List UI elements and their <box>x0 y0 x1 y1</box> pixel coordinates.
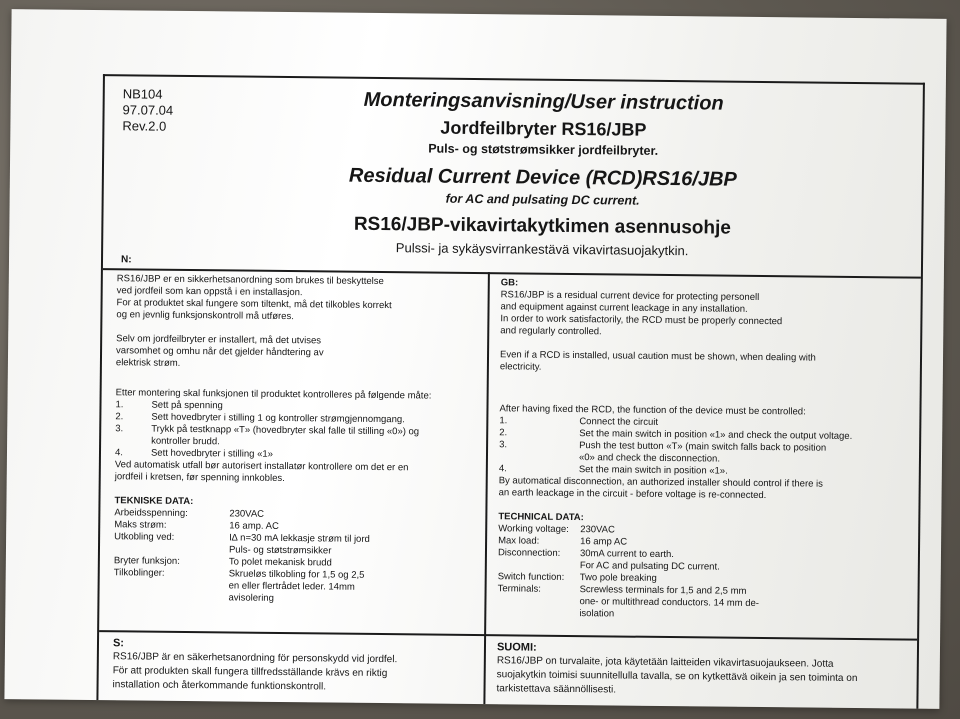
spec-value: 230VAC <box>229 508 265 520</box>
tech-data-title: TEKNISKE DATA: <box>114 495 194 508</box>
norwegian-section-label: N: <box>120 254 132 266</box>
step-number: 3. <box>499 439 508 451</box>
text-line: Even if a RCD is installed, usual caution must be shown, when dealing with <box>499 349 816 364</box>
finnish-section-label: SUOMI: <box>496 641 537 654</box>
spec-value: 16 amp. AC <box>229 520 279 532</box>
spec-key: Bryter funksjon: <box>113 555 180 567</box>
spec-value: Screwless terminals for 1,5 and 2,5 mm <box>579 584 747 597</box>
step-number: 1. <box>499 415 508 427</box>
finnish-section <box>496 640 907 700</box>
text-line: og en jevnlig funksjonskontroll må utføres. <box>116 309 294 323</box>
step-number: 4. <box>498 463 507 475</box>
spec-key: Working voltage: <box>498 523 569 535</box>
text-line: an earth leackage in the circuit - before voltage is re-connected. <box>498 487 767 502</box>
tech-data-title: TECHNICAL DATA: <box>498 511 584 524</box>
tech-data-table <box>113 507 479 607</box>
text-line: electricity. <box>499 361 542 373</box>
text-line: ved jordfeil som kan oppstå i en installasjon. <box>116 285 303 299</box>
spec-value: Puls- og støtstrømsikker <box>228 544 332 557</box>
english-subtitle: for AC and pulsating DC current. <box>445 191 640 208</box>
spec-value: To polet mekanisk brudd <box>228 556 332 569</box>
english-title: Residual Current Device (RCD)RS16/JBP <box>348 164 737 191</box>
tech-data-table <box>497 523 908 623</box>
step-text: Connect the circuit <box>579 416 659 428</box>
text-line: In order to work satisfactorily, the RCD must be properly connected <box>500 313 783 328</box>
spec-key <box>498 559 580 572</box>
text-line: tarkistettava säännöllisesti. <box>496 683 617 696</box>
text-line: and equipment against current leackage in any installation. <box>500 301 748 315</box>
spec-value: 16 amp AC <box>580 536 628 548</box>
spec-key: Switch function: <box>497 571 565 583</box>
step-number: 1. <box>115 399 124 411</box>
text-line: suojakytkin toimisi suunnitellulla tavalla, se on kytkettävä oikein ja sen toiminta on <box>496 669 858 685</box>
instruction-sheet <box>4 9 946 709</box>
step-text: Push the test button «T» (main switch falls back to position <box>579 440 827 454</box>
spec-value: Two pole breaking <box>579 572 657 584</box>
text-line: RS16/JBP on turvalaite, jota käytetään laitteiden vikavirtasuojaukseen. Jotta <box>496 655 834 670</box>
spec-key: Maks strøm: <box>114 519 167 531</box>
spec-value: For AC and pulsating DC current. <box>579 560 720 573</box>
spec-value: avisolering <box>228 592 274 604</box>
spec-value: one- or multithread conductors. 14 mm de- <box>579 596 760 609</box>
spec-key: Arbeidsspenning: <box>114 507 188 519</box>
finnish-title: RS16/JBP-vikavirtakytkimen asennusohje <box>353 213 731 239</box>
spec-key: Terminals: <box>497 583 541 595</box>
spec-value: I∆ n=30 mA lekkasje strøm til jord <box>229 532 370 545</box>
text-line: jordfeil i kretsen, før spenning innkobles. <box>114 471 285 485</box>
spec-key <box>497 595 579 608</box>
spec-key <box>497 607 579 620</box>
doc-code: NB104 <box>122 86 163 102</box>
column-divider <box>483 272 490 709</box>
step-text: Set the main switch in position «1». <box>578 464 728 477</box>
step-text: «0» and check the disconnection. <box>578 452 721 465</box>
spec-value: isolation <box>579 608 615 620</box>
spec-value: en eller flertrådet leder. 14mm <box>228 580 355 593</box>
text-line: By automatical disconnection, an authorized installer should control if there is <box>498 475 824 490</box>
text-line: Ved automatisk utfall bør autorisert installatør kontrollere om det er en <box>114 459 409 474</box>
spec-key: Disconnection: <box>497 547 561 559</box>
english-section-label: GB: <box>500 277 519 289</box>
steps-intro: After having fixed the RCD, the function of the device must be controlled: <box>499 403 806 418</box>
text-line: RS16/JBP is a residual current device for protecting personell <box>500 289 760 303</box>
document-meta <box>122 86 173 135</box>
steps-list <box>499 415 910 479</box>
text-line: För att produkten skall fungera tillfredsställande krävs en riktig <box>112 665 388 680</box>
step-text: Sett hovedbryter i stilling 1 og kontroller strømgjennomgang. <box>151 411 405 426</box>
steps-list <box>115 399 481 463</box>
norwegian-column <box>113 273 481 607</box>
text-line: RS16/JBP er en sikkerhetsanordning som brukes til beskyttelse <box>116 273 384 288</box>
spec-value: Skrueløs tilkobling for 1,5 og 2,5 <box>228 568 365 581</box>
step-text: kontroller brudd. <box>151 435 220 448</box>
spec-key: Utkobling ved: <box>114 531 175 543</box>
page-title: Monteringsanvisning/User instruction <box>363 88 724 115</box>
step-text: Set the main switch in position «1» and check the output voltage. <box>579 428 853 442</box>
english-column <box>497 277 911 623</box>
step-number: 2. <box>499 427 508 439</box>
step-text: Sett hovedbryter i stilling «1» <box>150 447 274 460</box>
spec-value: 230VAC <box>580 524 615 536</box>
swedish-section-label: S: <box>112 637 125 650</box>
step-number: 4. <box>114 447 123 459</box>
step-number <box>499 451 579 464</box>
step-number: 2. <box>115 411 124 423</box>
text-line: and regularly controlled. <box>500 325 602 338</box>
spec-key <box>113 591 228 604</box>
text-line: installation och återkommande funktionskontroll. <box>112 679 327 693</box>
text-line: varsomhet og omhu når det gjelder håndtering av <box>116 345 324 359</box>
swedish-section <box>112 636 478 696</box>
spec-value: 30mA current to earth. <box>579 548 675 561</box>
step-text: Trykk på testknapp «T» (hovedbryter skal falle til stilling «0») og <box>151 423 420 438</box>
doc-date: 97.07.04 <box>122 102 174 118</box>
header <box>103 76 923 279</box>
spec-key: Tilkoblinger: <box>113 567 165 579</box>
doc-revision: Rev.2.0 <box>122 118 167 134</box>
text-line: RS16/JBP är en säkerhetsanordning för personskydd vid jordfel. <box>112 651 398 666</box>
text-line: Selv om jordfeilbryter er installert, må det utvises <box>116 333 322 347</box>
steps-intro: Etter montering skal funksjonen til produktet kontrolleres på følgende måte: <box>115 387 432 402</box>
step-text: Sett på spenning <box>151 399 223 412</box>
step-number <box>115 435 151 447</box>
text-line: For at produktet skal fungere som tiltenkt, må det tilkobles korrekt <box>116 297 392 312</box>
norwegian-title: Jordfeilbryter RS16/JBP <box>440 117 647 140</box>
document-frame <box>96 74 925 709</box>
norwegian-subtitle: Puls- og støtstrømsikker jordfeilbryter. <box>428 141 659 158</box>
step-number: 3. <box>115 423 124 435</box>
spec-key: Max load: <box>498 535 540 547</box>
text-line: elektrisk strøm. <box>115 357 181 369</box>
finnish-subtitle: Pulssi- ja sykäysvirrankestävä vikavirtasuojakytkin. <box>395 240 689 259</box>
